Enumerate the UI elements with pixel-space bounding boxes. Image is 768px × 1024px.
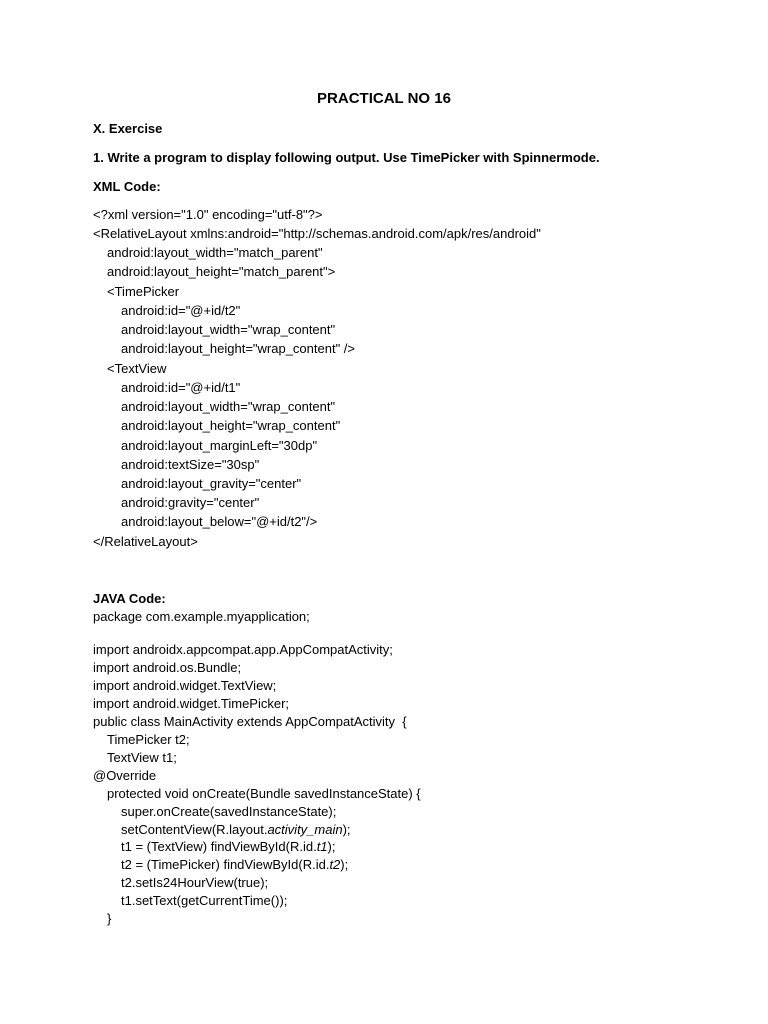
java-code-segment: t2 bbox=[329, 857, 341, 872]
java-heading: JAVA Code: bbox=[93, 591, 166, 606]
java-line bbox=[121, 838, 335, 856]
xml-line: android:id="@+id/t1" bbox=[121, 380, 241, 395]
xml-line: android:layout_width="wrap_content" bbox=[121, 399, 336, 414]
java-line: import android.os.Bundle; bbox=[93, 660, 242, 675]
java-line: import android.widget.TimePicker; bbox=[93, 696, 290, 711]
xml-heading: XML Code: bbox=[93, 179, 161, 194]
xml-line: android:layout_height="wrap_content" /> bbox=[121, 341, 356, 356]
java-code-segment: ); bbox=[340, 857, 349, 872]
xml-line: android:textSize="30sp" bbox=[121, 457, 260, 472]
xml-line: <TimePicker bbox=[107, 284, 180, 299]
section-heading: X. Exercise bbox=[93, 121, 163, 136]
xml-line: android:gravity="center" bbox=[121, 495, 260, 510]
question-text: 1. Write a program to display following output. Use TimePicker with Spinnermode. bbox=[93, 150, 600, 165]
xml-line: android:id="@+id/t2" bbox=[121, 303, 241, 318]
java-line: @Override bbox=[93, 768, 157, 783]
xml-line: android:layout_gravity="center" bbox=[121, 476, 302, 491]
java-line: } bbox=[107, 911, 112, 926]
xml-line: <RelativeLayout xmlns:android="http://schemas.android.com/apk/res/android" bbox=[93, 226, 541, 241]
java-code-segment: setContentView(R.layout. bbox=[121, 822, 268, 837]
java-line: public class MainActivity extends AppCompatActivity { bbox=[93, 714, 407, 729]
xml-line: <?xml version="1.0" encoding="utf-8"?> bbox=[93, 207, 323, 222]
java-code-segment: t1 = (TextView) findViewById(R.id. bbox=[121, 839, 317, 854]
xml-line: android:layout_below="@+id/t2"/> bbox=[121, 514, 318, 529]
java-line: import androidx.appcompat.app.AppCompatActivity; bbox=[93, 642, 393, 657]
java-code-segment: activity_main bbox=[267, 822, 343, 837]
page-title: PRACTICAL NO 16 bbox=[317, 90, 451, 107]
java-line: protected void onCreate(Bundle savedInstanceState) { bbox=[107, 786, 421, 801]
java-line: package com.example.myapplication; bbox=[93, 609, 310, 624]
xml-line: </RelativeLayout> bbox=[93, 534, 198, 549]
java-code-segment: ); bbox=[327, 839, 336, 854]
xml-line: android:layout_height="wrap_content" bbox=[121, 418, 341, 433]
java-line: t2.setIs24HourView(true); bbox=[121, 875, 269, 890]
xml-line: android:layout_height="match_parent"> bbox=[107, 264, 336, 279]
java-code-segment: t1 bbox=[316, 839, 328, 854]
java-line bbox=[121, 821, 351, 839]
java-line: TimePicker t2; bbox=[107, 732, 190, 747]
java-line: super.onCreate(savedInstanceState); bbox=[121, 804, 337, 819]
java-code-segment: ); bbox=[342, 822, 351, 837]
java-line: import android.widget.TextView; bbox=[93, 678, 277, 693]
xml-line: android:layout_width="match_parent" bbox=[107, 245, 323, 260]
java-code-segment: t2 = (TimePicker) findViewById(R.id. bbox=[121, 857, 330, 872]
xml-line: <TextView bbox=[107, 361, 167, 376]
java-line: t1.setText(getCurrentTime()); bbox=[121, 893, 288, 908]
xml-line: android:layout_width="wrap_content" bbox=[121, 322, 336, 337]
java-line bbox=[121, 856, 348, 874]
java-line: TextView t1; bbox=[107, 750, 177, 765]
xml-line: android:layout_marginLeft="30dp" bbox=[121, 438, 318, 453]
